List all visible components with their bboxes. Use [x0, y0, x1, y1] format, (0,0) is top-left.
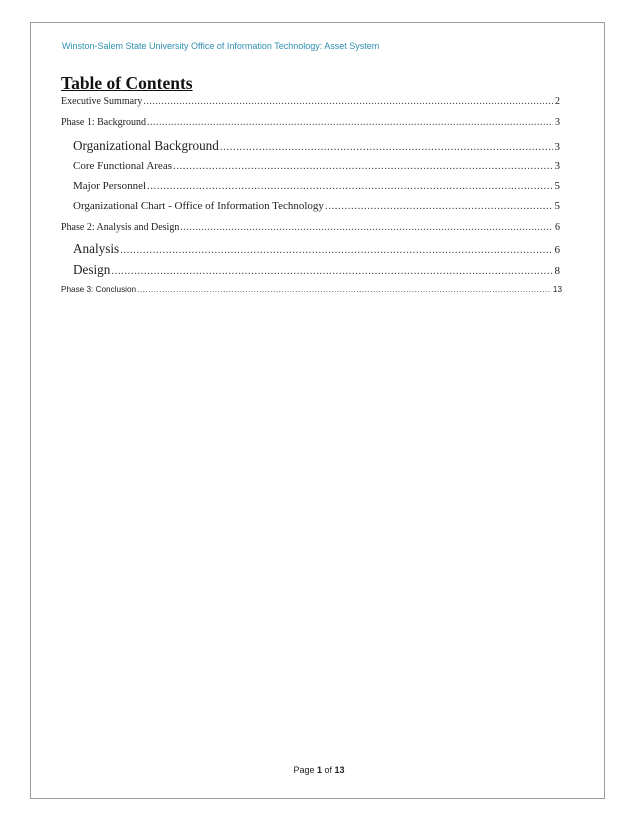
- toc-entry-label: Phase 1: Background: [61, 117, 146, 128]
- toc-entry-analysis[interactable]: [61, 241, 560, 257]
- toc-entry-design[interactable]: [61, 262, 560, 278]
- footer-total-pages: 13: [334, 765, 345, 775]
- toc-entry-organizational-background[interactable]: [61, 138, 560, 154]
- toc-entry-label: Analysis: [73, 241, 120, 256]
- dot-leader: [147, 117, 553, 128]
- toc-entry-phase-3-conclusion[interactable]: [61, 285, 562, 294]
- toc-page-number: 6: [555, 222, 560, 233]
- footer-current-page: 1: [316, 765, 322, 775]
- toc-entry-phase-1-background[interactable]: [61, 117, 560, 128]
- dot-leader: [147, 180, 552, 192]
- dot-leader: [120, 244, 552, 256]
- toc-page-number: 5: [554, 180, 560, 192]
- toc-entry-label: Design: [73, 262, 111, 277]
- dot-leader: [143, 96, 553, 107]
- page-footer: [0, 765, 638, 775]
- toc-entry-executive-summary[interactable]: [61, 96, 560, 107]
- toc-entry-label: Executive Summary: [61, 96, 143, 107]
- footer-of: of: [324, 765, 333, 775]
- toc-entry-label: Phase 3: Conclusion: [61, 285, 137, 294]
- toc-entry-organizational-chart[interactable]: [61, 200, 560, 212]
- toc-page-number: 3: [554, 160, 560, 172]
- toc-page-number: 13: [552, 285, 562, 294]
- toc-entry-label: Major Personnel: [73, 180, 147, 192]
- toc-entry-label: Core Functional Areas: [73, 160, 172, 172]
- toc-entry-label: Organizational Background: [73, 138, 219, 153]
- running-header: Winston-Salem State University Office of Information Technology: Asset System: [62, 41, 380, 51]
- footer-page-prefix: Page: [293, 765, 315, 775]
- toc-page-number: 3: [555, 117, 560, 128]
- toc-entry-core-functional-areas[interactable]: [61, 160, 560, 172]
- dot-leader: [180, 222, 553, 233]
- toc-title: Table of Contents: [61, 73, 193, 93]
- toc-page-number: 3: [554, 141, 560, 153]
- toc-entry-phase-2-analysis-design[interactable]: [61, 222, 560, 233]
- toc-page-number: 5: [554, 200, 560, 212]
- toc-page-number: 2: [555, 96, 560, 107]
- toc-page-number: 8: [554, 265, 560, 277]
- toc-entry-label: Organizational Chart - Office of Information Technology: [73, 200, 324, 212]
- dot-leader: [111, 265, 552, 277]
- dot-leader: [173, 160, 553, 172]
- dot-leader: [325, 200, 553, 212]
- dot-leader: [137, 285, 551, 294]
- toc-entry-label: Phase 2: Analysis and Design: [61, 222, 180, 233]
- toc-page-number: 6: [554, 244, 560, 256]
- toc-entry-major-personnel[interactable]: [61, 180, 560, 192]
- dot-leader: [220, 141, 553, 153]
